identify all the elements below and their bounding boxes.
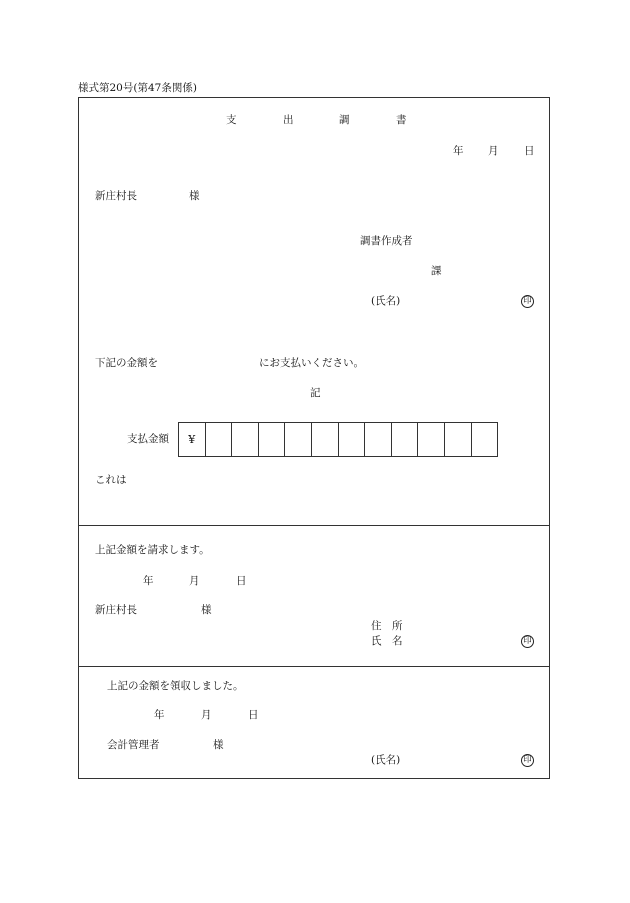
section-divider-2 [78,666,550,667]
date-day-label: 日 [248,709,259,721]
seal-mark: 印 [521,754,534,767]
section-divider-1 [78,525,550,526]
date-month-label: 月 [201,709,212,721]
addressee-honorific: 様 [213,739,224,751]
amount-cell[interactable] [445,423,472,456]
amount-cell[interactable] [206,423,233,456]
amount-cell[interactable] [339,423,366,456]
addressee-honorific: 様 [189,190,200,202]
author-name-label: (氏名) [371,295,401,307]
address-label: 住 所 [371,620,403,632]
date-month-label: 月 [189,575,200,587]
amount-cell-yen[interactable]: ¥ [179,423,206,456]
amount-label: 支払金額 [127,433,169,445]
amount-cell[interactable] [312,423,339,456]
date-day-label: 日 [236,575,247,587]
amount-cell[interactable] [285,423,312,456]
receipt-statement: 上記の金額を領収しました。 [107,680,244,692]
date-year-label: 年 [453,145,464,157]
reason-label: これは [95,474,127,486]
addressee-honorific: 様 [201,604,212,616]
addressee-name: 会計管理者 [107,739,160,751]
date-year-label: 年 [143,575,154,587]
receiver-name-label: (氏名) [371,754,401,766]
amount-cell[interactable] [472,423,499,456]
author-label: 調書作成者 [360,235,413,247]
department-suffix: 課 [431,265,442,277]
amount-cell[interactable] [259,423,286,456]
request-prefix: 下記の金額を [95,357,158,369]
amount-cell[interactable] [365,423,392,456]
date-day-label: 日 [524,145,535,157]
addressee-name: 新庄村長 [95,604,137,616]
amount-cell[interactable] [418,423,445,456]
ki-heading: 記 [310,387,321,399]
title-char-2: 出 [283,114,294,126]
amount-cell[interactable] [392,423,419,456]
amount-cell[interactable] [232,423,259,456]
date-year-label: 年 [154,709,165,721]
claim-statement: 上記金額を請求します。 [95,544,210,556]
title-char-4: 書 [396,114,407,126]
request-suffix: にお支払いください。 [259,357,364,369]
date-month-label: 月 [488,145,499,157]
form-number: 様式第20号(第47条関係) [78,82,197,94]
title-char-1: 支 [226,114,237,126]
claimant-name-label: 氏 名 [371,635,403,647]
seal-mark: 印 [521,635,534,648]
seal-mark: 印 [521,295,534,308]
amount-grid [178,422,498,457]
title-char-3: 調 [339,114,350,126]
addressee-name: 新庄村長 [95,190,137,202]
